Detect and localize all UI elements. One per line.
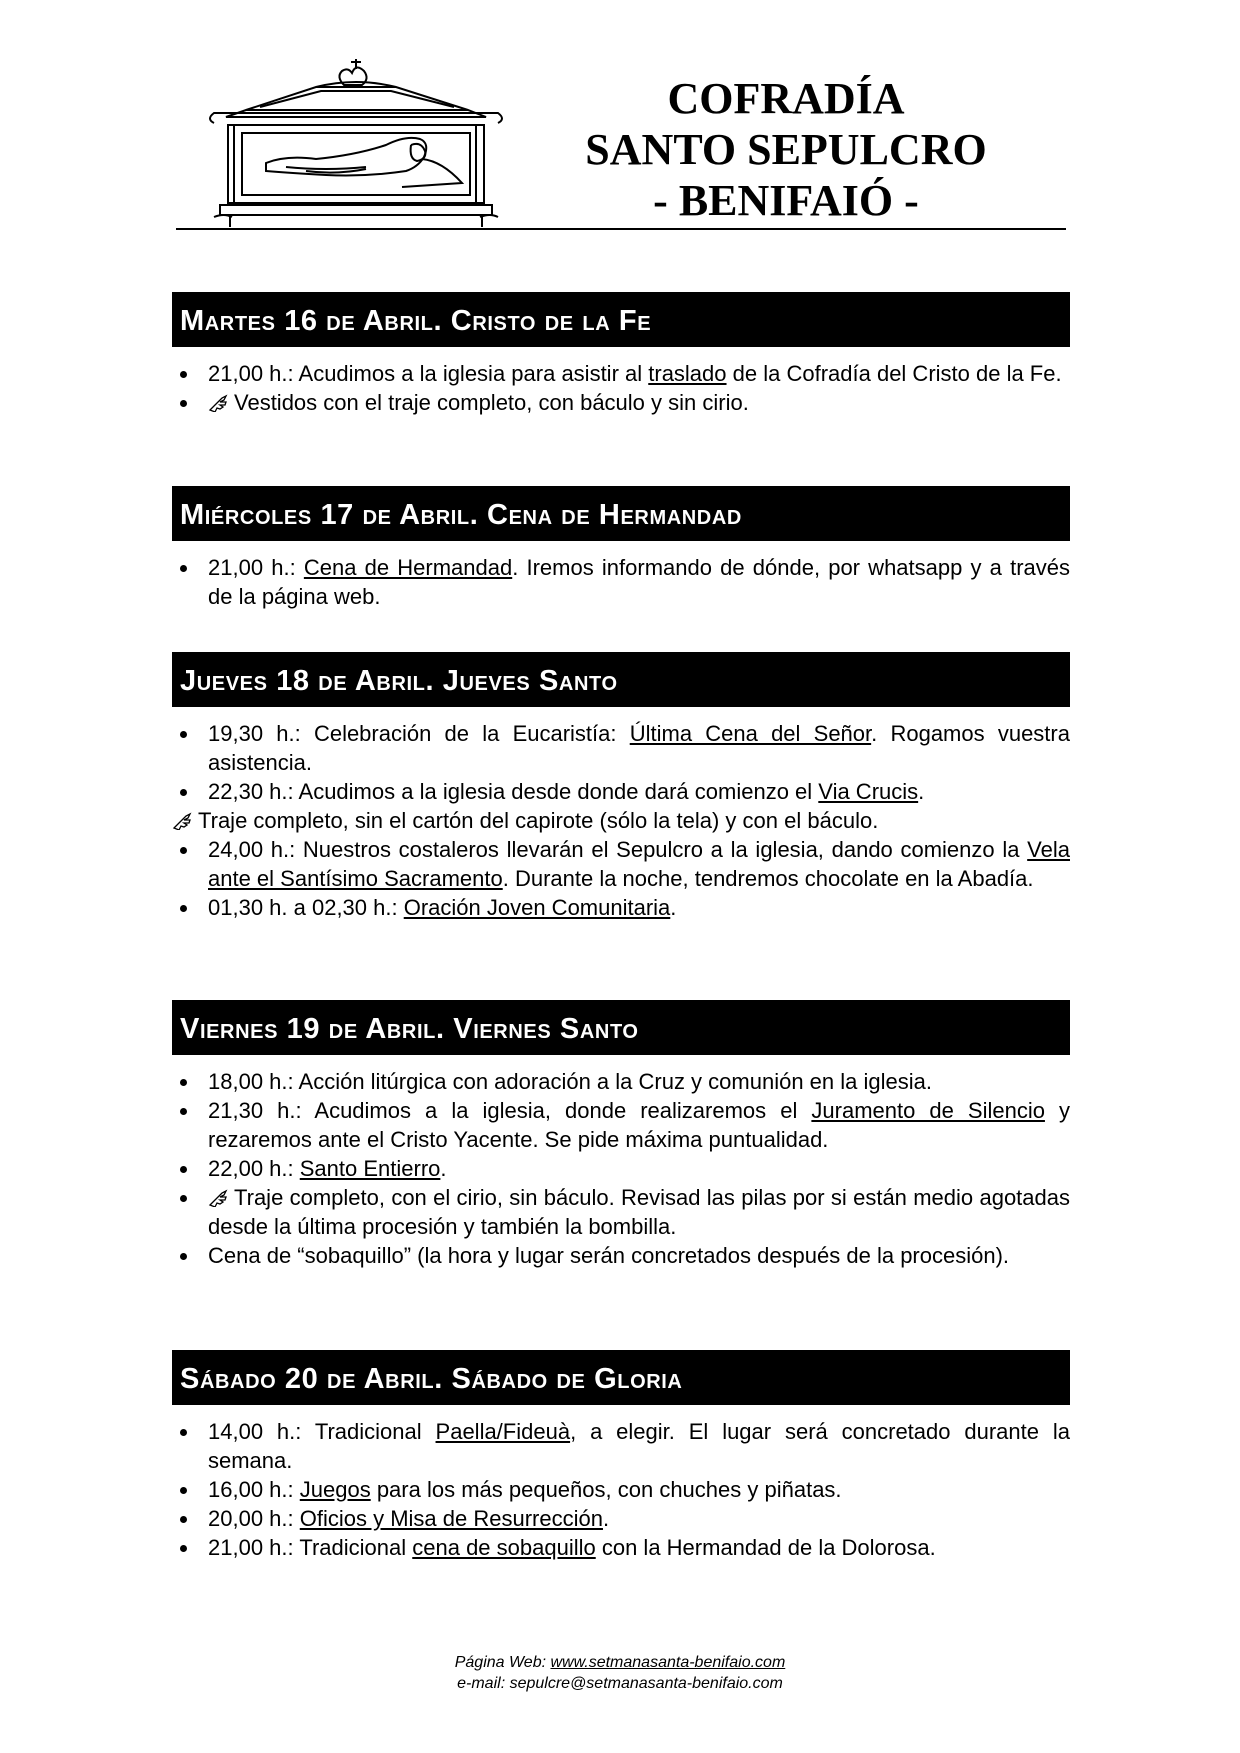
event-link: Cena de Hermandad <box>303 555 513 580</box>
event-link: Oración Joven Comunitaria <box>403 895 671 920</box>
event-link: Paella/Fideuà <box>435 1419 571 1444</box>
item-text: de la Cofradía del Cristo de la Fe. <box>726 361 1062 386</box>
event-list <box>172 553 1070 611</box>
item-text: 21,00 h.: Tradicional <box>208 1535 413 1560</box>
bullet-icon <box>180 1516 187 1523</box>
title-line-3: - BENIFAIÓ - <box>653 176 919 225</box>
bullet-icon <box>180 1166 187 1173</box>
header-divider <box>176 228 1066 230</box>
item-text: 20,00 h.: <box>208 1506 300 1531</box>
bullet-icon <box>180 789 187 796</box>
list-item <box>172 1183 1070 1241</box>
web-label: Página Web: <box>454 1654 551 1671</box>
item-text: Cena de “sobaquillo” (la hora y lugar serán concretados después de la procesión). <box>208 1243 1010 1268</box>
list-item <box>172 893 1070 922</box>
event-list <box>172 719 1070 922</box>
item-text: . <box>670 895 677 920</box>
event-list <box>172 1417 1070 1562</box>
item-text: Vestidos con el traje completo, con báculo y sin cirio. <box>234 390 749 415</box>
list-item <box>172 359 1070 388</box>
item-text: 14,00 h.: Tradicional <box>208 1419 436 1444</box>
section-heading: Miércoles 17 de Abril. Cena de Hermandad <box>172 486 1070 541</box>
item-text: . Iremos informando de dónde, por whatsapp y a través de la página web. <box>208 555 1070 609</box>
section-jueves <box>172 652 1070 922</box>
event-link: Via Crucis <box>818 779 919 804</box>
title-line-1: COFRADÍA <box>667 74 905 123</box>
event-link: traslado <box>648 361 727 386</box>
item-text: 01,30 h. a 02,30 h.: <box>208 895 404 920</box>
event-link: cena de sobaquillo <box>412 1535 596 1560</box>
bullet-icon <box>180 1429 187 1436</box>
bullet-icon <box>180 400 187 407</box>
item-text: 21,00 h.: Acudimos a la iglesia para asistir al <box>208 361 649 386</box>
section-martes <box>172 292 1070 417</box>
list-item <box>172 1504 1070 1533</box>
bullet-icon <box>180 1253 187 1260</box>
item-text: Traje completo, con el cirio, sin báculo. Revisad las pilas por si están medio agotadas desde la última procesión y también la bombilla. <box>208 1185 1070 1239</box>
list-item <box>172 835 1070 893</box>
item-text: . <box>440 1156 447 1181</box>
section-heading: Viernes 19 de Abril. Viernes Santo <box>172 1000 1070 1055</box>
list-item <box>172 1533 1070 1562</box>
section-heading: Sábado 20 de Abril. Sábado de Gloria <box>172 1350 1070 1405</box>
event-list <box>172 359 1070 417</box>
item-text: 22,00 h.: <box>208 1156 300 1181</box>
item-text: . Rogamos vuestra asistencia. <box>208 721 1070 775</box>
list-item <box>172 1475 1070 1504</box>
event-link: Santo Entierro <box>299 1156 441 1181</box>
item-text: 22,30 h.: Acudimos a la iglesia desde donde dará comienzo el <box>208 779 819 804</box>
event-link: Juegos <box>299 1477 371 1502</box>
item-text: Traje completo, sin el cartón del capirote (sólo la tela) y con el báculo. <box>198 808 879 833</box>
event-link: Oficios y Misa de Resurrección <box>299 1506 603 1531</box>
item-text: 16,00 h.: <box>208 1477 300 1502</box>
list-item <box>172 388 1070 417</box>
item-text: 21,00 h.: <box>208 555 304 580</box>
list-item <box>172 1096 1070 1154</box>
section-miercoles <box>172 486 1070 611</box>
list-item <box>172 1154 1070 1183</box>
list-item <box>172 1067 1070 1096</box>
bullet-icon <box>180 565 187 572</box>
list-item <box>172 553 1070 611</box>
bullet-icon <box>180 1195 187 1202</box>
item-text: para los más pequeños, con chuches y piñatas. <box>370 1477 842 1502</box>
bullet-icon <box>180 1487 187 1494</box>
bullet-icon <box>180 847 187 854</box>
bullet-icon <box>180 1545 187 1552</box>
item-text: . <box>918 779 925 804</box>
section-heading: Martes 16 de Abril. Cristo de la Fe <box>172 292 1070 347</box>
footer <box>0 1652 1240 1694</box>
section-heading: Jueves 18 de Abril. Jueves Santo <box>172 652 1070 707</box>
bullet-icon <box>180 731 187 738</box>
title-line-2: SANTO SEPULCRO <box>585 125 987 174</box>
list-item <box>172 1417 1070 1475</box>
holy-sepulchre-logo <box>206 55 506 230</box>
list-item <box>172 1241 1070 1270</box>
list-item <box>172 806 1070 835</box>
event-link: Vela ante el Santísimo Sacramento <box>208 837 1070 891</box>
section-sabado <box>172 1350 1070 1562</box>
footer-email-line: e-mail: sepulcre@setmanasanta-benifaio.com <box>457 1675 783 1692</box>
website-link[interactable]: www.setmanasanta-benifaio.com <box>550 1654 786 1671</box>
bullet-icon <box>180 1108 187 1115</box>
item-text: . <box>602 1506 610 1531</box>
bullet-icon <box>180 905 187 912</box>
bullet-icon <box>180 1079 187 1086</box>
item-text: . Durante la noche, tendremos chocolate en la Abadía. <box>502 866 1034 891</box>
footer-web-line <box>0 1652 1240 1673</box>
section-viernes <box>172 1000 1070 1270</box>
pointing-hand-icon <box>208 1189 230 1207</box>
pointing-hand-icon <box>172 812 194 830</box>
item-text: 21,30 h.: Acudimos a la iglesia, donde realizaremos el <box>208 1098 812 1123</box>
confraternity-title <box>566 73 1006 226</box>
item-text: 19,30 h.: Celebración de la Eucaristía: <box>208 721 630 746</box>
list-item <box>172 777 1070 806</box>
list-item <box>172 719 1070 777</box>
item-text: 24,00 h.: Nuestros costaleros llevarán el Sepulcro a la iglesia, dando comienzo la <box>208 837 1028 862</box>
item-text: , a elegir. El lugar será concretado durante la semana. <box>208 1419 1070 1473</box>
item-text: con la Hermandad de la Dolorosa. <box>595 1535 936 1560</box>
event-list <box>172 1067 1070 1270</box>
bullet-icon <box>180 371 187 378</box>
header <box>176 55 1066 232</box>
event-link: Última Cena del Señor <box>629 721 872 746</box>
item-text: y rezaremos ante el Cristo Yacente. Se pide máxima puntualidad. <box>208 1098 1070 1152</box>
pointing-hand-icon <box>208 394 230 412</box>
event-link: Juramento de Silencio <box>811 1098 1045 1123</box>
item-text: 18,00 h.: Acción litúrgica con adoración a la Cruz y comunión en la iglesia. <box>208 1069 932 1094</box>
